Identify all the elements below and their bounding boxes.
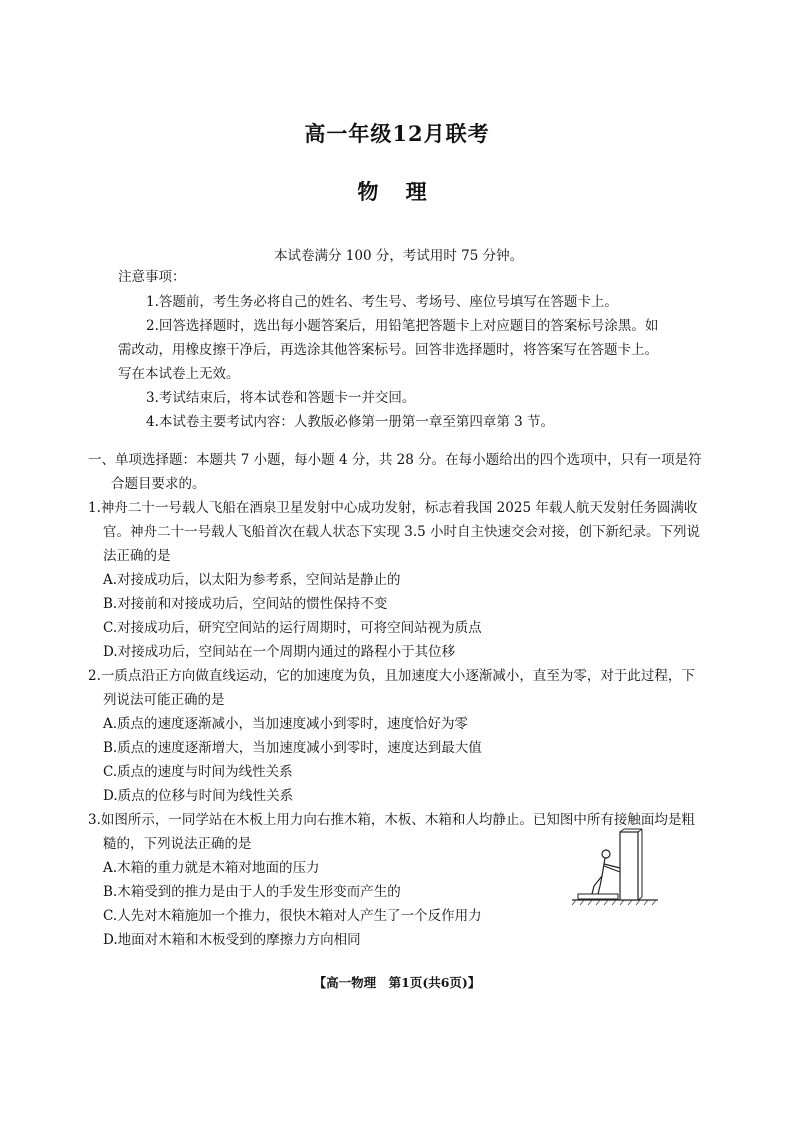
notice-item-2-line-2: 需改动，用橡皮擦干净后，再选涂其他答案标号。回答非选择题时，将答案写在答题卡上。 bbox=[118, 342, 658, 358]
q3-figure-person-pushing-box bbox=[570, 828, 660, 906]
notice-heading: 注意事项： bbox=[118, 269, 186, 285]
exam-title: 高一年级12月联考 bbox=[304, 121, 490, 146]
q1-option-c: C.对接成功后，研究空间站的运行周期时，可将空间站视为质点 bbox=[103, 620, 482, 636]
q3-option-d: D.地面对木箱和木板受到的摩擦力方向相同 bbox=[103, 932, 361, 948]
q2-stem-line-1: 2.一质点沿正方向做直线运动，它的加速度为负，且加速度大小逐渐减小，直至为零，对于此过程，下 bbox=[88, 668, 695, 684]
notice-item-2-line-1: 2.回答选择题时，选出每小题答案后，用铅笔把答题卡上对应题目的答案标号涂黑。如 bbox=[146, 318, 659, 334]
q3-stem-line-1: 3.如图所示，一同学站在木板上用力向右推木箱，木板、木箱和人均静止。已知图中所有接触面均是粗 bbox=[88, 812, 695, 828]
q3-stem-line-2: 糙的，下列说法正确的是 bbox=[103, 836, 252, 852]
subject-title: 物 理 bbox=[357, 179, 437, 204]
q1-stem-line-3: 法正确的是 bbox=[103, 548, 171, 564]
section-heading-line-2: 合题目要求的。 bbox=[111, 476, 206, 492]
notice-item-1: 1.答题前，考生务必将自己的姓名、考生号、考场号、座位号填写在答题卡上。 bbox=[146, 294, 618, 310]
q1-option-d: D.对接成功后，空间站在一个周期内通过的路程小于其位移 bbox=[103, 644, 456, 660]
wooden-box bbox=[620, 832, 638, 900]
q3-option-a: A.木箱的重力就是木箱对地面的压力 bbox=[103, 860, 320, 876]
q1-stem-line-2: 官。神舟二十一号载人飞船首次在载人状态下实现 3.5 小时自主快速交会对接，创下新纪录。下列说 bbox=[103, 524, 701, 540]
notice-item-3: 3.考试结束后，将本试卷和答题卡一并交回。 bbox=[146, 390, 416, 406]
q1-stem-line-1: 1.神舟二十一号载人飞船在酒泉卫星发射中心成功发射，标志着我国 2025 年载人航天发射任务圆满收 bbox=[88, 500, 698, 516]
q3-option-c: C.人先对木箱施加一个推力，很快木箱对人产生了一个反作用力 bbox=[103, 908, 482, 924]
section-heading-line-1: 一、单项选择题：本题共 7 小题，每小题 4 分，共 28 分。在每小题给出的四个选项中，只有一项是符 bbox=[88, 452, 702, 468]
notice-item-4: 4.本试卷主要考试内容：人教版必修第一册第一章至第四章第 3 节。 bbox=[146, 414, 555, 430]
q1-option-b: B.对接前和对接成功后，空间站的惯性保持不变 bbox=[103, 596, 388, 612]
q2-stem-line-2: 列说法可能正确的是 bbox=[103, 692, 225, 708]
notice-item-2-line-3: 写在本试卷上无效。 bbox=[118, 366, 240, 382]
q2-option-b: B.质点的速度逐渐增大，当加速度减小到零时，速度达到最大值 bbox=[103, 740, 482, 756]
q2-option-c: C.质点的速度与时间为线性关系 bbox=[103, 764, 293, 780]
ground-hatch bbox=[572, 900, 656, 905]
q1-option-a: A.对接成功后，以太阳为参考系，空间站是静止的 bbox=[103, 572, 401, 588]
q3-option-b: B.木箱受到的推力是由于人的手发生形变而产生的 bbox=[103, 884, 401, 900]
wooden-plank bbox=[578, 894, 618, 899]
exam-info: 本试卷满分 100 分，考试用时 75 分钟。 bbox=[274, 248, 524, 264]
q2-option-d: D.质点的位移与时间为线性关系 bbox=[103, 788, 294, 804]
q2-option-a: A.质点的速度逐渐减小，当加速度减小到零时，速度恰好为零 bbox=[103, 716, 469, 732]
page-footer: 【高一物理 第1页(共6页)】 bbox=[313, 975, 481, 990]
person-figure bbox=[592, 850, 620, 894]
